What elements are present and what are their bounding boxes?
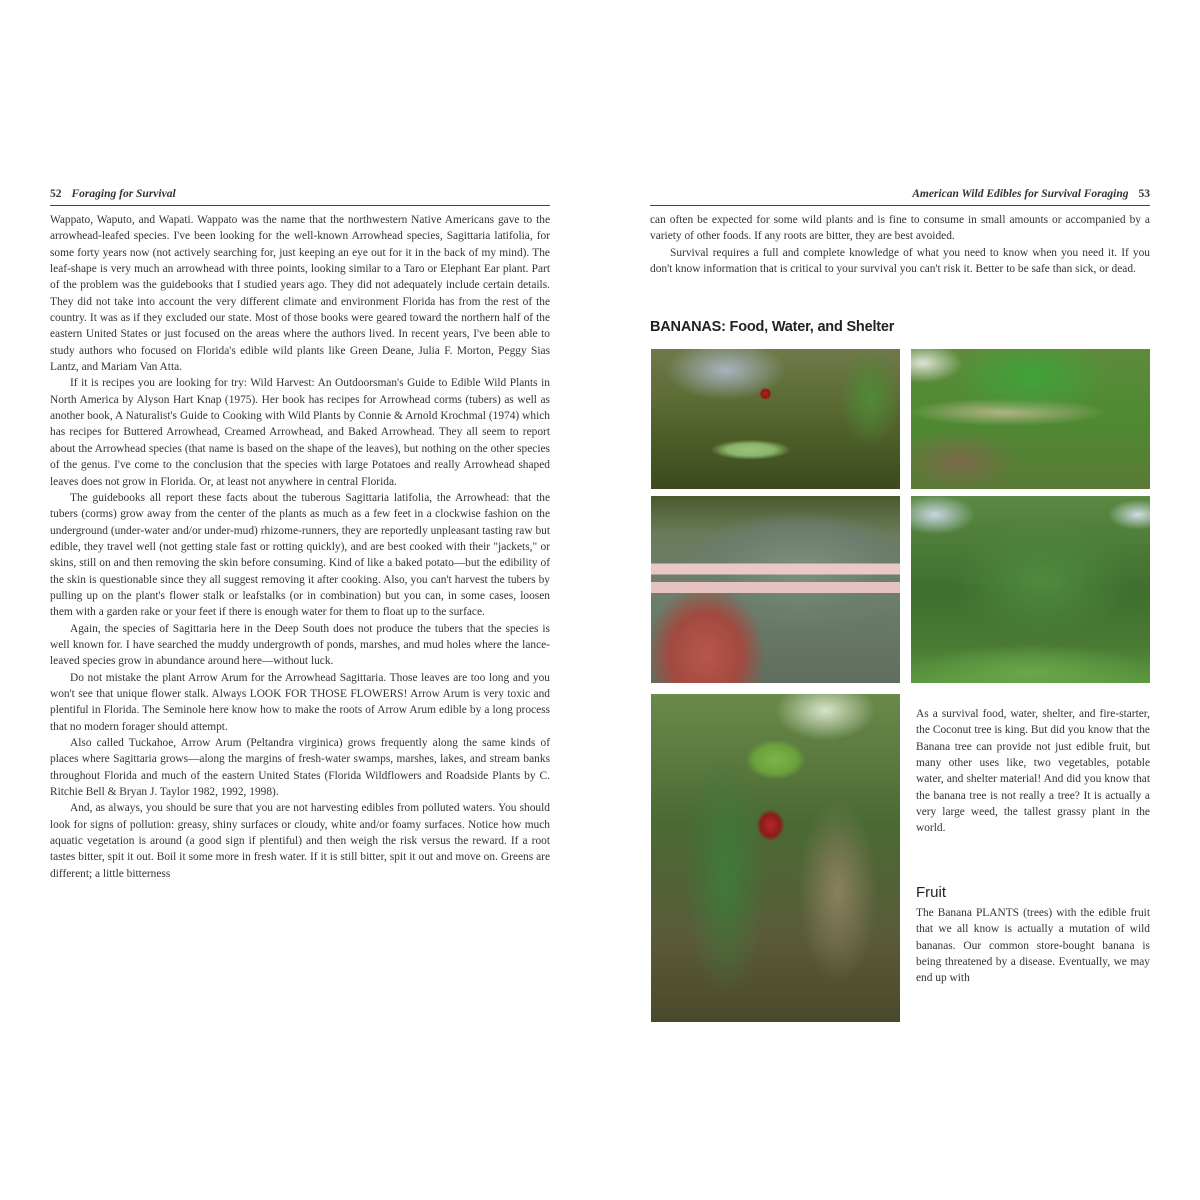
photo-banana-grove [911, 496, 1150, 683]
paragraph: Wappato, Waputo, and Wapati. Wappato was the name that the northwestern Native Americans gave to the arrowhead-leafed species. I've been looking for the well-known Arrowhead species, Sagittaria latifolia, for some forty years now (not actively searching for, just keeping an eye out for it in the back of my mind). The leaf-shape is very much an arrowhead with three points, looking similar to a Taro or Elephant Ear plant. Part of the problem was the guidebooks that I studied years ago. They did not adequately include certain details. They did not take into account the very different climate and environment Florida has from the rest of the country. It was as if they excluded our state. Most of those books were geared toward the northern half of the eastern United States or just focused on the areas where the authors lived. In recent years, I've been able to study authors who focused on Florida's edible wild plants like Green Deane, Julia F. Morton, Peggy Sias Lantz, and Mariam Van Atta. [50, 214, 550, 374]
left-body-text [50, 212, 550, 882]
photo-cut-stalk [651, 496, 900, 683]
right-top-text [650, 212, 1150, 277]
sub-heading-fruit: Fruit [916, 884, 946, 901]
paragraph: Do not mistake the plant Arrow Arum for the Arrowhead Sagittaria. Those leaves are too long and you won't see that unique flower stalk. Always LOOK FOR THOSE FLOWERS! Arrow Arum is very toxic and plentiful in Florida. The Seminole here know how to make the roots of Arrow Arum edible by a long process that no modern forager should attempt. [50, 671, 550, 733]
photo-fallen-stalks [911, 349, 1150, 489]
running-head-title: Foraging for Survival [71, 188, 176, 200]
paragraph: And, as always, you should be sure that you are not harvesting edibles from polluted waters. You should look for signs of pollution: greasy, shiny surfaces or cloudy, white and/or foamy surfaces. Notice how much aquatic vegetation is around (a good sign if plentiful) and then weigh the risk versus the reward. If a root tastes bitter, spit it out. Boil it some more in fresh water. If it is still bitter, spit it out and move on. Greens are different; a little bitterness [50, 802, 550, 880]
paragraph: Survival requires a full and complete knowledge of what you need to know when you need it. If you don't know information that is critical to your survival you can't risk it. Better to be safe than sick, or dead. [650, 246, 1150, 276]
running-head-left [50, 188, 550, 206]
paragraph: The guidebooks all report these facts about the tuberous Sagittaria latifolia, the Arrowhead: that the tubers (corms) grow away from the center of the plants as much as a few feet in a clockwise fashion on the underground (under-water and/or under-mud) rhizome-runners, they are reportedly unpleasant tasting raw but edible, they travel well (not getting stale fast or rotting quickly), and are best cooked with their "jackets," or skins, still on and then removing the skin before consuming. Kind of like a baked potato—but the edibility of the skin is questionable since they all suggest removing it after cooking. Also, you can't harvest the tubers by pulling up on the plant's flower stalk or leafstalks (or in combination) but you can, in some cases, loosen them with a garden rake or your feet if there is enough water for them to float up to the surface. [50, 491, 550, 619]
running-head-right [650, 188, 1150, 206]
side-paragraph: As a survival food, water, shelter, and fire-starter, the Coconut tree is king. But did you know that the Banana tree can provide not just edible fruit, but many other uses like, two vegetables, potable water, and shelter material! And did you know that the banana tree is not really a tree? It is actually a very large weed, the tallest grassy plant in the world. [916, 708, 1150, 835]
photo-banana-flower [651, 349, 900, 489]
photo-banana-bunch [651, 694, 900, 1022]
paragraph: Again, the species of Sagittaria here in the Deep South does not produce the tubers that the species is well known for. I have searched the muddy undergrowth of ponds, marshes, and mud holes where the lance-leaved species grow in abundance around here—without luck. [50, 622, 550, 668]
running-head-title: American Wild Edibles for Survival Foraging [912, 188, 1129, 200]
paragraph: If it is recipes you are looking for try: Wild Harvest: An Outdoorsman's Guide to Edible Wild Plants in North America by Alyson Hart Knap (1975). Her book has recipes for Arrowhead corms (tubers) as well as another book, A Naturalist's Guide to Cooking with Wild Plants by Connie & Arnold Krochmal (1974) which has recipes for Buttered Arrowhead, Creamed Arrowhead, and Baked Arrowhead. They all seem to report about the Arrowhead species (that name is based on the shape of the leaves), but nothing on the other species of the genus. I've come to the conclusion that the species with large Potatoes and really Arrowhead shaped leaves does not grow in Florida. Or, at least not anywhere in central Florida. [50, 377, 550, 488]
paragraph: Also called Tuckahoe, Arrow Arum (Peltandra virginica) grows frequently along the same kinds of places where Sagittaria grows—along the margins of fresh-water swamps, marshes, lakes, and stream banks throughout Florida and much of the eastern United States (Florida Wildflowers and Roadside Plants by C. Ritchie Bell & Bryan J. Taylor 1982, 1992, 1998). [50, 737, 550, 799]
paragraph: can often be expected for some wild plants and is fine to consume in small amounts or accompanied by a variety of other foods. If any roots are bitter, they are best avoided. [650, 214, 1150, 243]
section-heading: BANANAS: Food, Water, and Shelter [650, 319, 895, 335]
page-number: 52 [50, 188, 62, 200]
page-number: 53 [1138, 188, 1150, 200]
fruit-paragraph: The Banana PLANTS (trees) with the edible fruit that we all know is actually a mutation of wild bananas. Our common store-bought banana is being threatened by a disease. Eventually, we may end up with [916, 907, 1150, 985]
